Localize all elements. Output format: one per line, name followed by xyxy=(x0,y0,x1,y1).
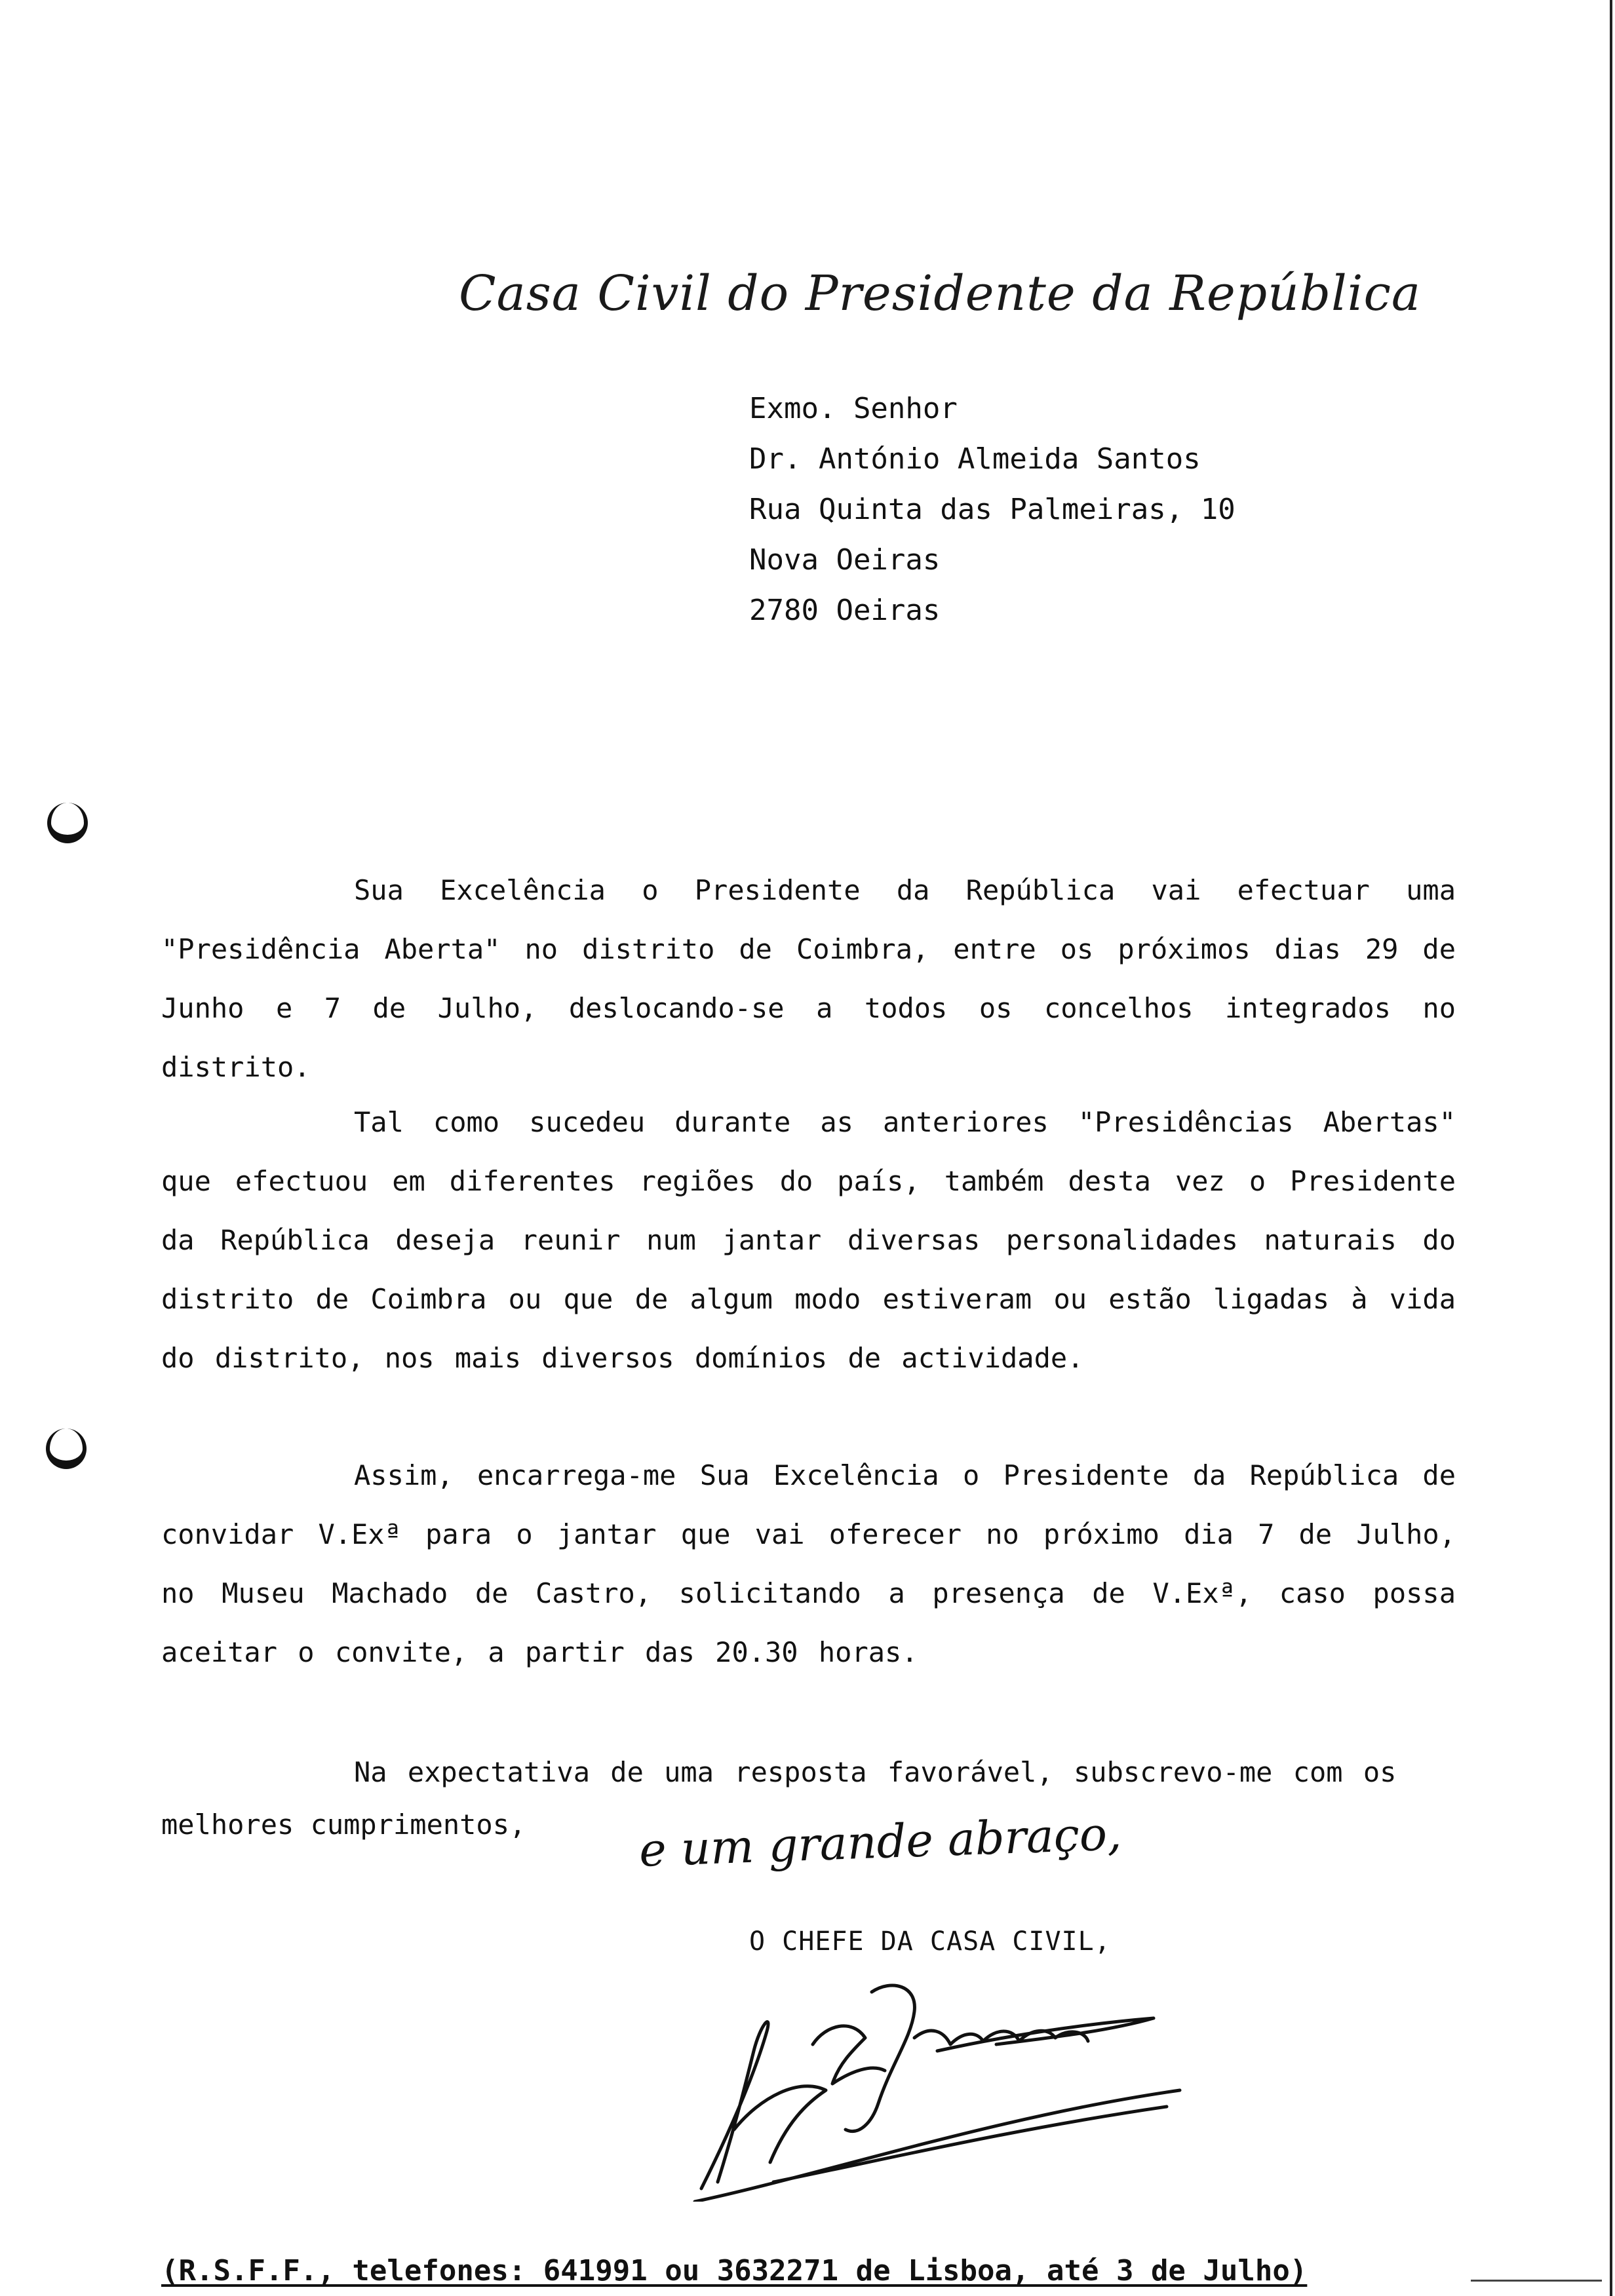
page-edge xyxy=(1610,0,1612,2296)
footer-rsvp: (R.S.F.F., telefones: 641991 ou 3632271 de Lisboa, até 3 de Julho) xyxy=(161,2254,1308,2287)
recipient-address xyxy=(749,383,1236,636)
recipient-name: Dr. António Almeida Santos xyxy=(749,442,1201,476)
page-edge-bottom xyxy=(1471,2280,1602,2282)
signer-title: O CHEFE DA CASA CIVIL, xyxy=(749,1926,1111,1957)
letterhead: Casa Civil do Presidente da República xyxy=(459,265,1422,322)
recipient-street: Rua Quinta das Palmeiras, 10 xyxy=(749,493,1236,526)
closing-phrase: melhores cumprimentos, xyxy=(161,1808,526,1841)
body-paragraph-1: Sua Excelência o Presidente da República vai efectuar uma "Presidência Aberta" no distrito de Coimbra, entre os próximos dias 29 de Junho e 7 de Julho, deslocando-se a todos os concelhos integrados no distrito. xyxy=(161,874,1456,1083)
body-paragraph-3: Assim, encarrega-me Sua Excelência o Presidente da República de convidar V.Exª para o jantar que vai oferecer no próximo dia 7 de Julho, no Museu Machado de Castro, solicitando a presença de V.Exª, caso possa aceitar o convite, a partir das 20.30 horas. xyxy=(161,1459,1456,1668)
handwritten-note: e um grande abraço, xyxy=(638,1807,1123,1877)
punch-hole-mark xyxy=(46,1428,87,1469)
body-paragraph-4: Na expectativa de uma resposta favorável, subscrevo-me com os xyxy=(354,1756,1397,1788)
recipient-postcode: 2780 Oeiras xyxy=(749,594,941,627)
recipient-salutation: Exmo. Senhor xyxy=(749,392,958,425)
punch-hole-mark xyxy=(47,803,88,843)
signature xyxy=(655,1966,1219,2202)
recipient-locality: Nova Oeiras xyxy=(749,543,941,577)
body-paragraph-2: Tal como sucedeu durante as anteriores "Presidências Abertas" que efectuou em diferentes regiões do país, também desta vez o Presidente da República deseja reunir num jantar diversas personalidades naturais do distrito de Coimbra ou que de algum modo estiveram ou estão ligadas à vida do distrito, nos mais diversos domínios de actividade. xyxy=(161,1106,1456,1374)
